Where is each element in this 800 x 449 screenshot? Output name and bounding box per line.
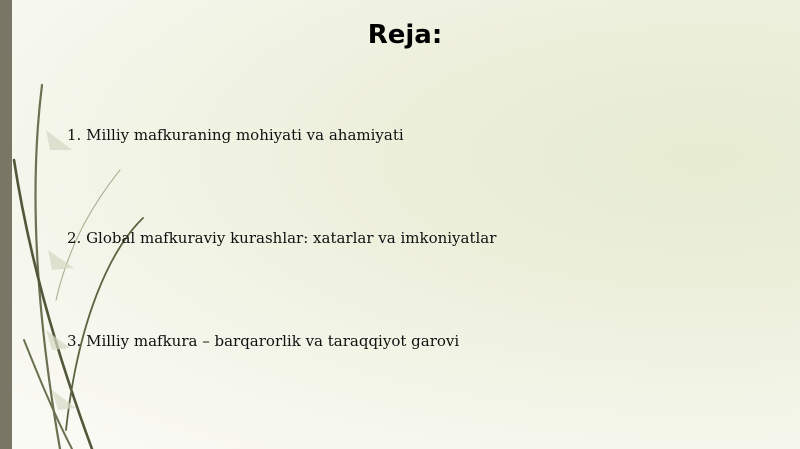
agenda-item-2: 2. Global mafkuraviy kurashlar: xatarlar va imkoniyatlar [67, 229, 497, 247]
agenda-item-3: 3. Milliy mafkura – barqarorlik va taraqqiyot garovi [67, 332, 460, 350]
slide-title: Reja: [367, 20, 443, 50]
decorative-stems-graphic [0, 0, 200, 449]
agenda-item-1: 1. Milliy mafkuraning mohiyati va ahamiyati [67, 126, 404, 144]
